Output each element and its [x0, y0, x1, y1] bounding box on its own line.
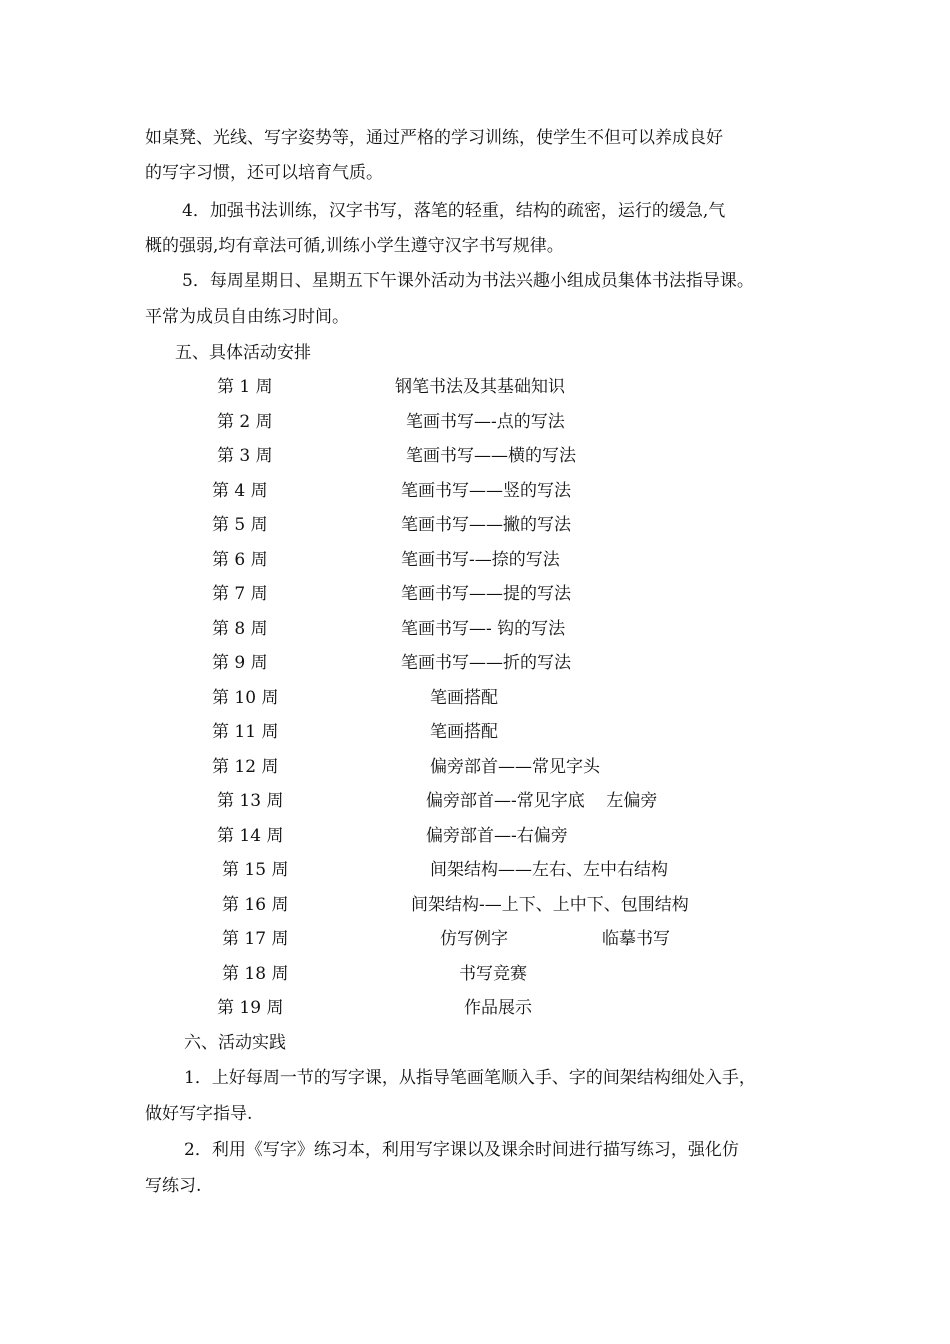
practice2-line-2: 写练习.: [145, 1176, 202, 1196]
schedule-topic: 仿写例字: [440, 929, 508, 949]
schedule-topic: 间架结构-—上下、上中下、包围结构: [411, 895, 689, 915]
schedule-topic: 笔画书写——提的写法: [401, 584, 571, 604]
schedule-topic: 偏旁部首—-常见字底 左偏旁: [426, 791, 658, 811]
schedule-week: 第 3 周: [217, 446, 273, 466]
schedule-week: 第 12 周: [212, 757, 279, 777]
schedule-week: 第 2 周: [217, 412, 273, 432]
schedule-week: 第 11 周: [212, 722, 279, 742]
schedule-week: 第 14 周: [217, 826, 284, 846]
section5-heading: 五、具体活动安排: [175, 343, 311, 363]
schedule-topic: 笔画书写—- 钩的写法: [401, 619, 566, 639]
schedule-week: 第 9 周: [212, 653, 268, 673]
schedule-week: 第 16 周: [222, 895, 289, 915]
schedule-week: 第 19 周: [217, 998, 284, 1018]
schedule-week: 第 18 周: [222, 964, 289, 984]
schedule-week: 第 13 周: [217, 791, 284, 811]
schedule-topic: 书写竞赛: [459, 964, 527, 984]
schedule-week: 第 17 周: [222, 929, 289, 949]
schedule-topic: 笔画书写——撇的写法: [401, 515, 571, 535]
schedule-topic: 作品展示: [464, 998, 532, 1018]
schedule-week: 第 8 周: [212, 619, 268, 639]
schedule-week: 第 6 周: [212, 550, 268, 570]
schedule-topic: 笔画书写——折的写法: [401, 653, 571, 673]
practice1-line-2: 做好写字指导.: [145, 1104, 253, 1124]
schedule-week: 第 4 周: [212, 481, 268, 501]
schedule-week: 第 7 周: [212, 584, 268, 604]
schedule-week: 第 1 周: [217, 377, 273, 397]
schedule-topic: 笔画书写—-点的写法: [406, 412, 565, 432]
practice1-line-1: 1．上好每周一节的写字课，从指导笔画笔顺入手、字的间架结构细处入手，: [184, 1068, 756, 1088]
schedule-topic: 笔画书写——竖的写法: [401, 481, 571, 501]
schedule-topic: 笔画搭配: [430, 688, 498, 708]
schedule-week: 第 15 周: [222, 860, 289, 880]
schedule-topic: 笔画搭配: [430, 722, 498, 742]
schedule-topic: 钢笔书法及其基础知识: [395, 377, 565, 397]
schedule-topic-secondary: 临摹书写: [602, 929, 670, 949]
item4-line-2: 概的强弱,均有章法可循,训练小学生遵守汉字书写规律。: [145, 236, 564, 256]
intro-line-2: 的写字习惯，还可以培育气质。: [145, 163, 383, 183]
schedule-topic: 笔画书写-—捺的写法: [401, 550, 560, 570]
item5-line-2: 平常为成员自由练习时间。: [145, 307, 349, 327]
practice2-line-1: 2．利用《写字》练习本，利用写字课以及课余时间进行描写练习，强化仿: [184, 1140, 739, 1160]
schedule-topic: 偏旁部首—-右偏旁: [426, 826, 568, 846]
schedule-topic: 间架结构——左右、左中右结构: [430, 860, 668, 880]
section6-heading: 六、活动实践: [184, 1033, 286, 1053]
schedule-topic: 笔画书写——横的写法: [406, 446, 576, 466]
item5-line-1: 5．每周星期日、星期五下午课外活动为书法兴趣小组成员集体书法指导课。: [182, 271, 754, 291]
schedule-week: 第 5 周: [212, 515, 268, 535]
schedule-topic: 偏旁部首——常见字头: [430, 757, 600, 777]
item4-line-1: 4．加强书法训练，汉字书写，落笔的轻重，结构的疏密，运行的缓急,气: [182, 201, 726, 221]
schedule-week: 第 10 周: [212, 688, 279, 708]
intro-line-1: 如桌凳、光线、写字姿势等，通过严格的学习训练，使学生不但可以养成良好: [145, 128, 723, 148]
